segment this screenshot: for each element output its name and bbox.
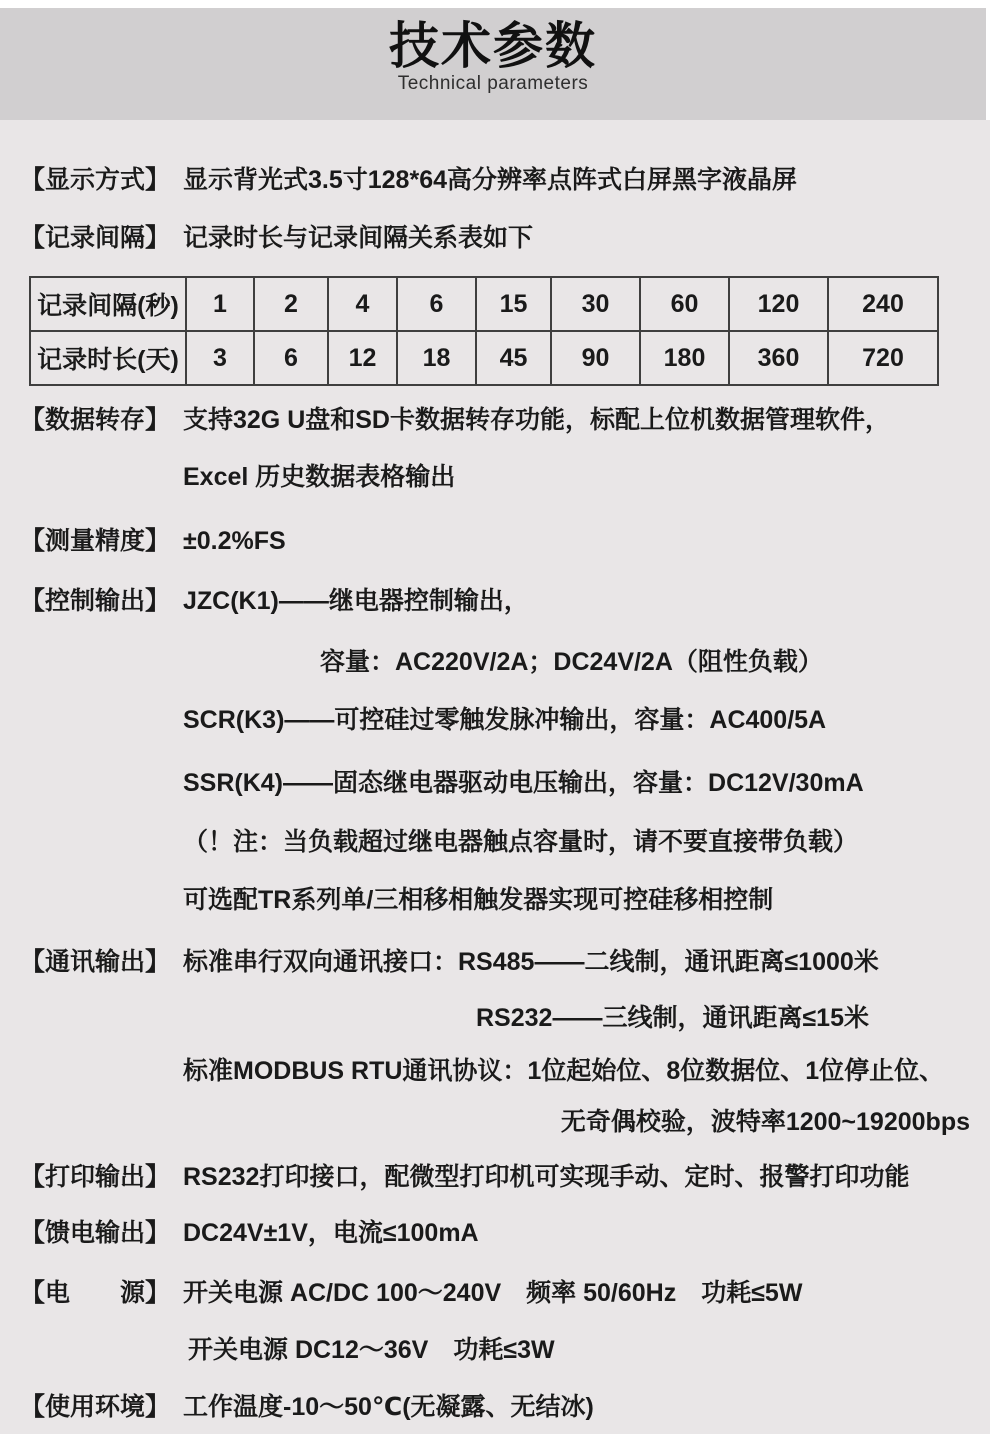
spec-value-accuracy: ±0.2%FS [183,527,286,555]
page-subtitle: Technical parameters [397,73,589,94]
row-power [20,1279,802,1307]
page-title: 技术参数 [389,18,597,74]
spec-value-control-scr: SCR(K3)——可控硅过零触发脉冲输出，容量：AC400/5A [183,706,827,734]
table-cell: 记录间隔(秒) [30,277,186,331]
row-control-output [20,587,529,615]
row-feed-output [20,1219,479,1247]
row-environment [20,1393,594,1421]
row-control-scr [183,706,826,734]
spec-label-accuracy: 【测量精度】 [20,527,171,555]
spec-value-comm-rs485: 标准串行双向通讯接口：RS485——二线制，通讯距离≤1000米 [183,948,879,976]
row-record-interval [20,224,533,252]
table-cell: 2 [254,277,328,331]
row-comm-modbus [183,1057,944,1085]
table-cell: 120 [729,277,828,331]
table-cell: 3 [186,331,254,385]
spec-value-environment: 工作温度-10～50℃(无凝露、无结冰) [183,1393,594,1421]
row-control-ssr [183,769,864,797]
table-cell: 180 [640,331,729,385]
table-cell: 240 [828,277,938,331]
spec-value-data-transfer: 支持32G U盘和SD卡数据转存功能，标配上位机数据管理软件， [183,406,890,434]
table-cell: 90 [551,331,640,385]
record-interval-table [29,276,939,386]
spec-value-display-mode: 显示背光式3.5寸128*64高分辨率点阵式白屏黑字液晶屏 [183,166,798,194]
row-print-output [20,1163,909,1191]
spec-value-control-optional: 可选配TR系列单/三相移相触发器实现可控硅移相控制 [183,886,774,914]
row-comm-output [20,948,879,976]
spec-value-comm-baud: 无奇偶校验，波特率1200~19200bps [560,1108,970,1136]
spec-value-print-output: RS232打印接口，配微型打印机可实现手动、定时、报警打印功能 [183,1163,910,1191]
spec-value-comm-modbus: 标准MODBUS RTU通讯协议：1位起始位、8位数据位、1位停止位、 [183,1057,945,1085]
row-control-optional [183,886,773,914]
spec-value-power-ac: 开关电源 AC/DC 100～240V 频率 50/60Hz 功耗≤5W [183,1279,803,1307]
table-cell: 6 [254,331,328,385]
spec-value-feed-output: DC24V±1V，电流≤100mA [183,1219,479,1247]
table-cell: 1 [186,277,254,331]
row-control-note [183,828,858,856]
title-band [0,8,986,120]
table-row-duration [30,331,938,385]
row-comm-rs232 [476,1004,869,1032]
table-cell: 45 [476,331,551,385]
row-comm-baud [561,1108,970,1136]
spec-label-power: 【电 源】 [20,1279,171,1307]
spec-value-control-note: （！注：当负载超过继电器触点容量时，请不要直接带负载） [183,828,859,856]
spec-label-environment: 【使用环境】 [20,1393,171,1421]
table-cell: 30 [551,277,640,331]
table-cell: 6 [397,277,476,331]
table-cell: 720 [828,331,938,385]
row-display-mode [20,166,797,194]
table-cell: 4 [328,277,397,331]
spec-value-power-dc: 开关电源 DC12～36V 功耗≤3W [188,1336,555,1364]
spec-label-print-output: 【打印输出】 [20,1163,171,1191]
spec-value-control-jzc: JZC(K1)——继电器控制输出， [183,587,529,615]
row-data-transfer-2 [183,463,455,491]
table-cell: 15 [476,277,551,331]
spec-label-display-mode: 【显示方式】 [20,166,171,194]
table-cell: 18 [397,331,476,385]
spec-label-data-transfer: 【数据转存】 [20,406,171,434]
spec-value-excel-output: Excel 历史数据表格输出 [183,463,456,491]
spec-value-record-interval: 记录时长与记录间隔关系表如下 [183,224,534,252]
table-cell: 记录时长(天) [30,331,186,385]
spec-label-comm-output: 【通讯输出】 [20,948,171,976]
row-data-transfer [20,406,890,434]
table-cell: 60 [640,277,729,331]
table-row-interval [30,277,938,331]
spec-value-comm-rs232: RS232——三线制，通讯距离≤15米 [476,1004,869,1032]
table-cell: 360 [729,331,828,385]
table-cell: 12 [328,331,397,385]
row-power-dc [188,1336,555,1364]
row-control-capacity [320,648,823,676]
spec-label-control-output: 【控制输出】 [20,587,171,615]
spec-label-feed-output: 【馈电输出】 [20,1219,171,1247]
spec-label-record-interval: 【记录间隔】 [20,224,171,252]
spec-value-control-capacity: 容量：AC220V/2A；DC24V/2A（阻性负载） [320,648,823,676]
spec-value-control-ssr: SSR(K4)——固态继电器驱动电压输出，容量：DC12V/30mA [183,769,864,797]
row-accuracy [20,527,286,555]
